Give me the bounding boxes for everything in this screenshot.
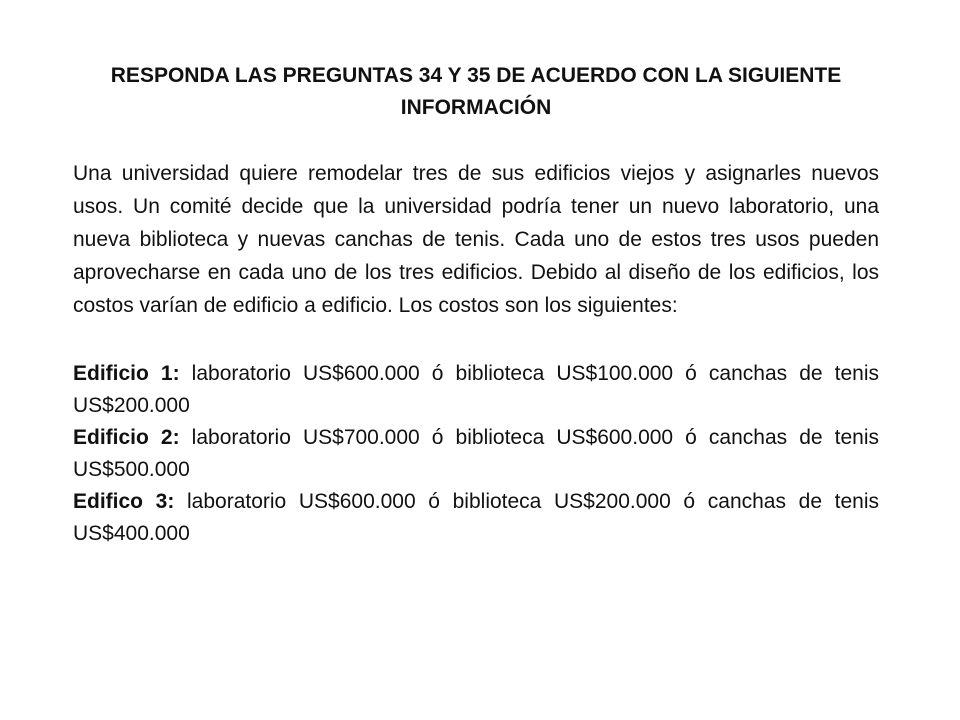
building-cost-item bbox=[73, 486, 879, 550]
building-costs-text: laboratorio US$600.000 ó biblioteca US$200.000 ó canchas de tenis US$400.000 bbox=[73, 490, 880, 545]
building-cost-item bbox=[73, 358, 879, 422]
building-costs-text: laboratorio US$700.000 ó biblioteca US$600.000 ó canchas de tenis US$500.000 bbox=[73, 426, 879, 481]
building-cost-item bbox=[73, 422, 879, 486]
page-title: RESPONDA LAS PREGUNTAS 34 Y 35 DE ACUERDO CON LA SIGUIENTE INFORMACIÓN bbox=[110, 64, 842, 119]
slide-content bbox=[73, 60, 879, 550]
building-label: Edificio 2: bbox=[73, 426, 180, 449]
building-costs-text: laboratorio US$600.000 ó biblioteca US$100.000 ó canchas de tenis US$200.000 bbox=[73, 362, 879, 417]
building-label: Edifico 3: bbox=[73, 490, 175, 513]
building-label: Edificio 1: bbox=[73, 362, 180, 385]
intro-paragraph: Una universidad quiere remodelar tres de sus edificios viejos y asignarles nuevos usos. Un comité decide que la universidad podría tener un nuevo laboratorio, una nueva biblioteca y nuevas canchas de tenis. Cada uno de estos tres usos pueden aprovecharse en cada uno de los tres edificios. Debido al diseño de los edificios, los costos varían de edificio a edificio. Los costos son los siguientes: bbox=[73, 162, 879, 317]
building-costs-list bbox=[73, 358, 879, 550]
